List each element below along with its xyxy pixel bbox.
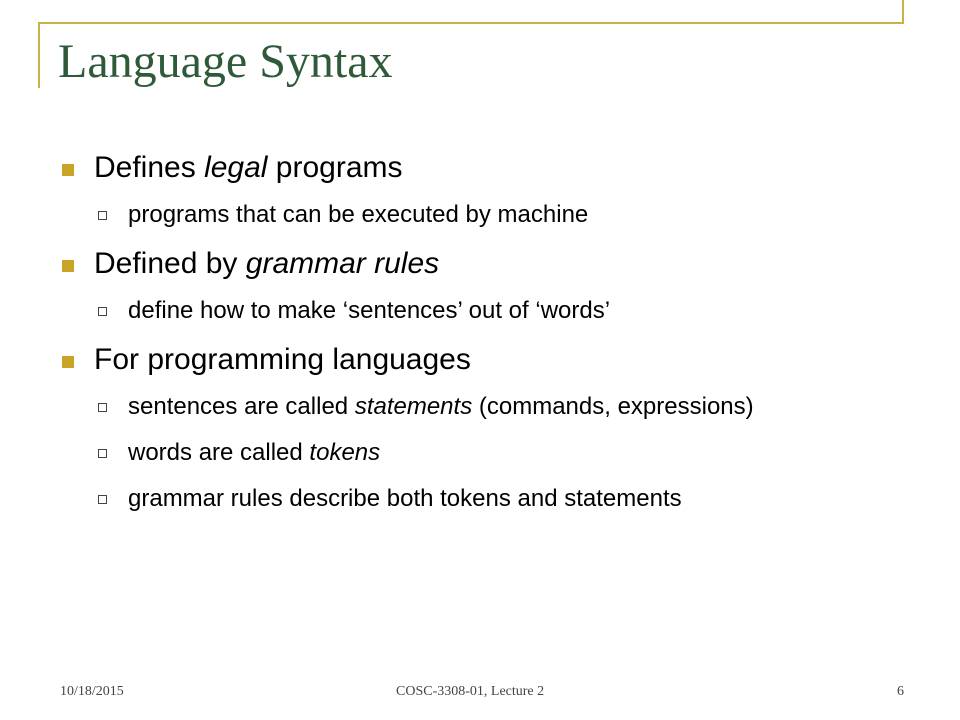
sub-bullet-executed-by-machine xyxy=(58,200,918,230)
sub-bullet-text-pre: sentences are called xyxy=(128,393,355,420)
sub-bullet-text-pre: words are called xyxy=(128,439,310,466)
bullet-text-post: programs xyxy=(267,151,403,184)
sub-bullet-statements xyxy=(58,392,918,422)
sub-bullet-text: grammar rules describe both tokens and statements xyxy=(128,485,682,512)
sub-bullet-text-em: tokens xyxy=(309,439,381,466)
slide-body xyxy=(58,150,918,530)
hollow-square-bullet-icon xyxy=(98,307,107,316)
sub-bullet-text-post: (commands, expressions) xyxy=(472,393,754,420)
frame-top-line xyxy=(38,22,904,24)
sub-bullet-sentences-out-of-words xyxy=(58,296,918,326)
frame-left-line xyxy=(38,22,40,88)
bullet-defines-legal-programs xyxy=(58,150,918,186)
sub-bullet-text-em: statements xyxy=(354,393,473,420)
hollow-square-bullet-icon xyxy=(98,211,107,220)
hollow-square-bullet-icon xyxy=(98,495,107,504)
bullet-text-pre: Defines xyxy=(94,151,205,184)
hollow-square-bullet-icon xyxy=(98,449,107,458)
frame-right-line xyxy=(902,0,904,24)
bullet-defined-by-grammar-rules xyxy=(58,246,918,282)
bullet-text-em: legal xyxy=(204,151,268,184)
square-bullet-icon xyxy=(62,260,74,272)
square-bullet-icon xyxy=(62,356,74,368)
footer-course: COSC-3308-01, Lecture 2 xyxy=(396,684,545,699)
bullet-text-pre: For programming languages xyxy=(94,343,471,376)
bullet-for-programming-languages xyxy=(58,342,918,378)
footer-page-number: 6 xyxy=(897,684,904,699)
slide-title: Language Syntax xyxy=(58,35,393,88)
sub-bullet-text: programs that can be executed by machine xyxy=(128,201,589,228)
sub-bullet-text: define how to make ‘sentences’ out of ‘words’ xyxy=(128,297,611,324)
hollow-square-bullet-icon xyxy=(98,403,107,412)
sub-bullet-tokens xyxy=(58,438,918,468)
bullet-text-em: grammar rules xyxy=(245,247,440,280)
square-bullet-icon xyxy=(62,164,74,176)
sub-bullet-grammar-rules-describe xyxy=(58,484,918,514)
bullet-text-pre: Defined by xyxy=(94,247,246,280)
footer-date: 10/18/2015 xyxy=(60,684,124,699)
